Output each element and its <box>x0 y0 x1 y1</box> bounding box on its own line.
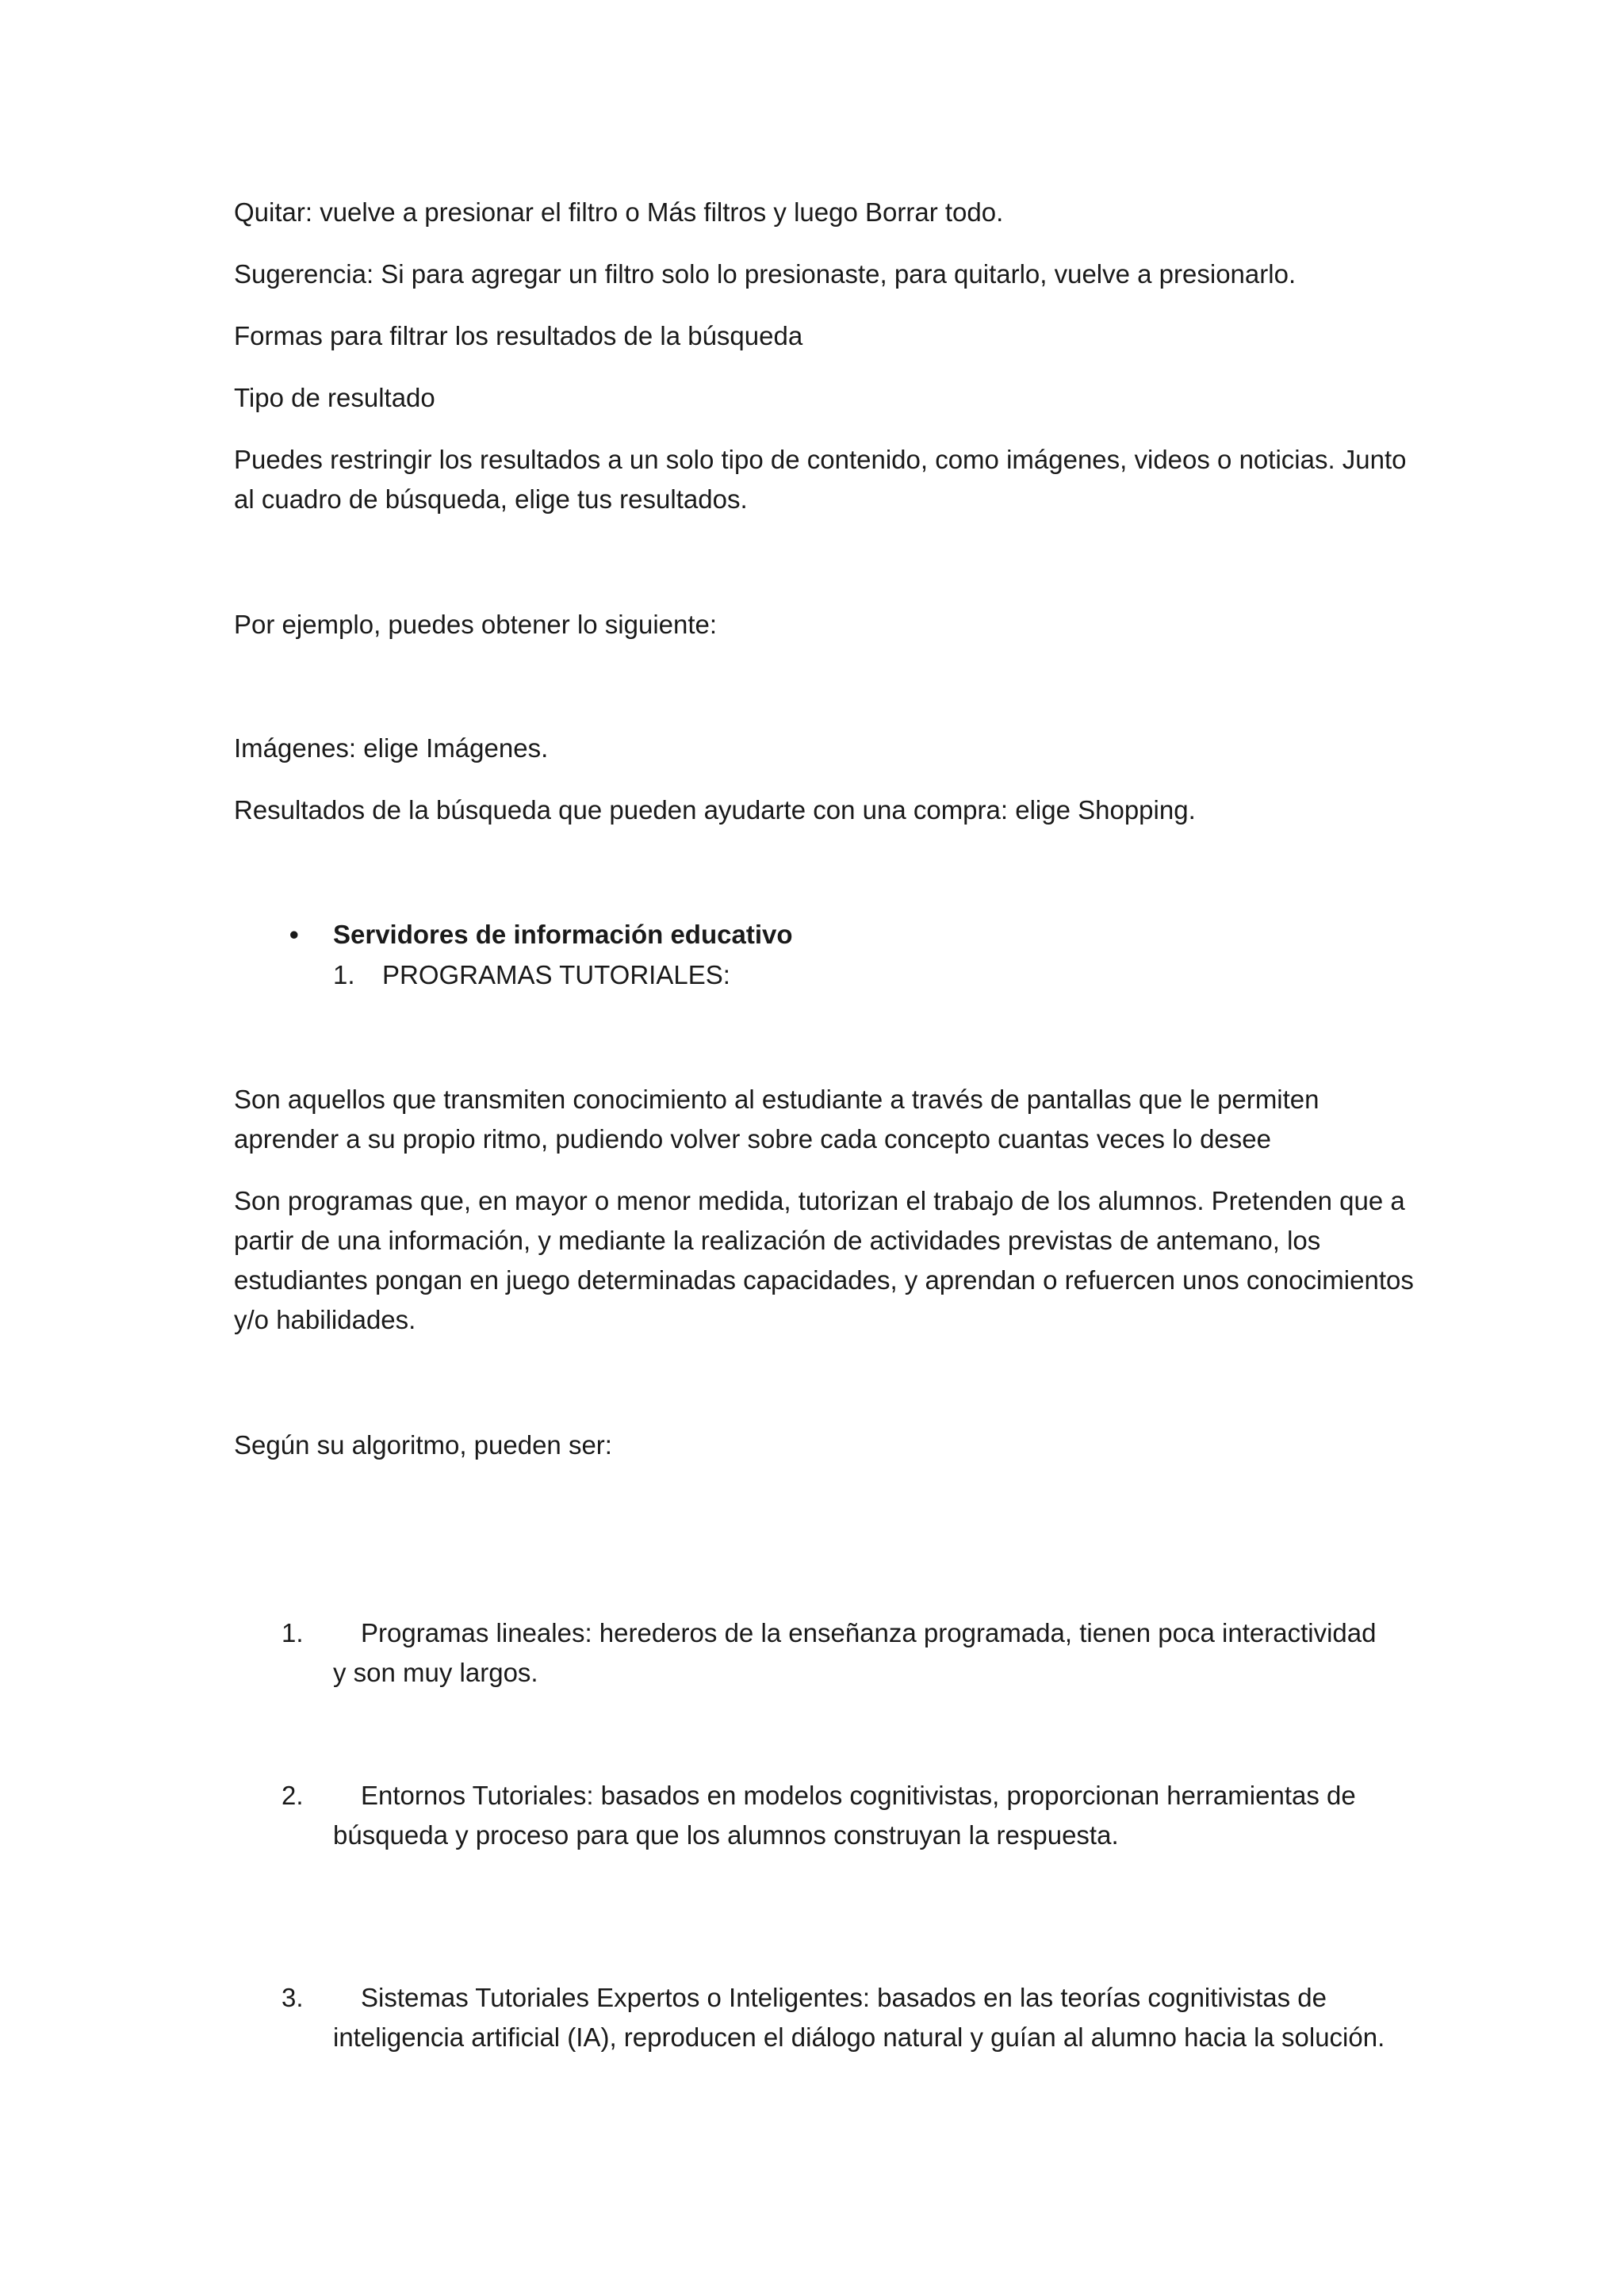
sub-list-number: 1. <box>333 960 355 989</box>
paragraph-son-aquellos: Son aquellos que transmiten conocimiento al estudiante a través de pantallas que le permiten aprender a su propio ritmo, pudiendo volver sobre cada concepto cuantas veces lo desee <box>234 1085 1320 1154</box>
paragraph-shopping: Resultados de la búsqueda que pueden ayudarte con una compra: elige Shopping. <box>234 795 1196 825</box>
list-number: 3. <box>282 1983 304 2012</box>
paragraph-por-ejemplo: Por ejemplo, puedes obtener lo siguiente: <box>234 610 718 639</box>
list-number: 2. <box>282 1781 304 1810</box>
sub-list-item-programas-tutoriales <box>333 955 730 995</box>
paragraph-tipo-resultado: Tipo de resultado <box>234 383 435 412</box>
bullet-icon: • <box>289 920 299 949</box>
list-text: Entornos Tutoriales: basados en modelos cognitivistas, proporcionan herramientas de búsqueda y proceso para que los alumnos construyan la respuesta. <box>333 1781 1356 1850</box>
sub-list-text: PROGRAMAS TUTORIALES: <box>382 960 730 989</box>
list-text: Sistemas Tutoriales Expertos o Inteligentes: basados en las teorías cognitivistas de inteligencia artificial (IA), reproducen el diálogo natural y guían al alumno hacia la solución. <box>333 1983 1385 2052</box>
paragraph-segun-algoritmo: Según su algoritmo, pueden ser: <box>234 1430 612 1460</box>
paragraph-sugerencia: Sugerencia: Si para agregar un filtro solo lo presionaste, para quitarlo, vuelve a presionarlo. <box>234 259 1297 289</box>
paragraph-son-programas: Son programas que, en mayor o menor medida, tutorizan el trabajo de los alumnos. Pretenden que a partir de una información, y mediante la realización de actividades previstas de antemano, los estudiantes pongan en juego determinadas capacidades, y aprendan o refuercen unos conocimientos y/o habilidades. <box>234 1186 1414 1334</box>
paragraph-restringir: Puedes restringir los resultados a un solo tipo de contenido, como imágenes, videos o noticias. Junto al cuadro de búsqueda, elige tus resultados. <box>234 445 1407 514</box>
bullet-item-text: Servidores de información educativo <box>333 920 793 949</box>
paragraph-formas-filtrar: Formas para filtrar los resultados de la búsqueda <box>234 321 803 350</box>
list-number: 1. <box>282 1618 304 1647</box>
paragraph-imagenes: Imágenes: elige Imágenes. <box>234 733 549 763</box>
list-text: Programas lineales: herederos de la enseñanza programada, tienen poca interactividad y son muy largos. <box>333 1618 1377 1687</box>
paragraph-quitar: Quitar: vuelve a presionar el filtro o Más filtros y luego Borrar todo. <box>234 197 1004 227</box>
